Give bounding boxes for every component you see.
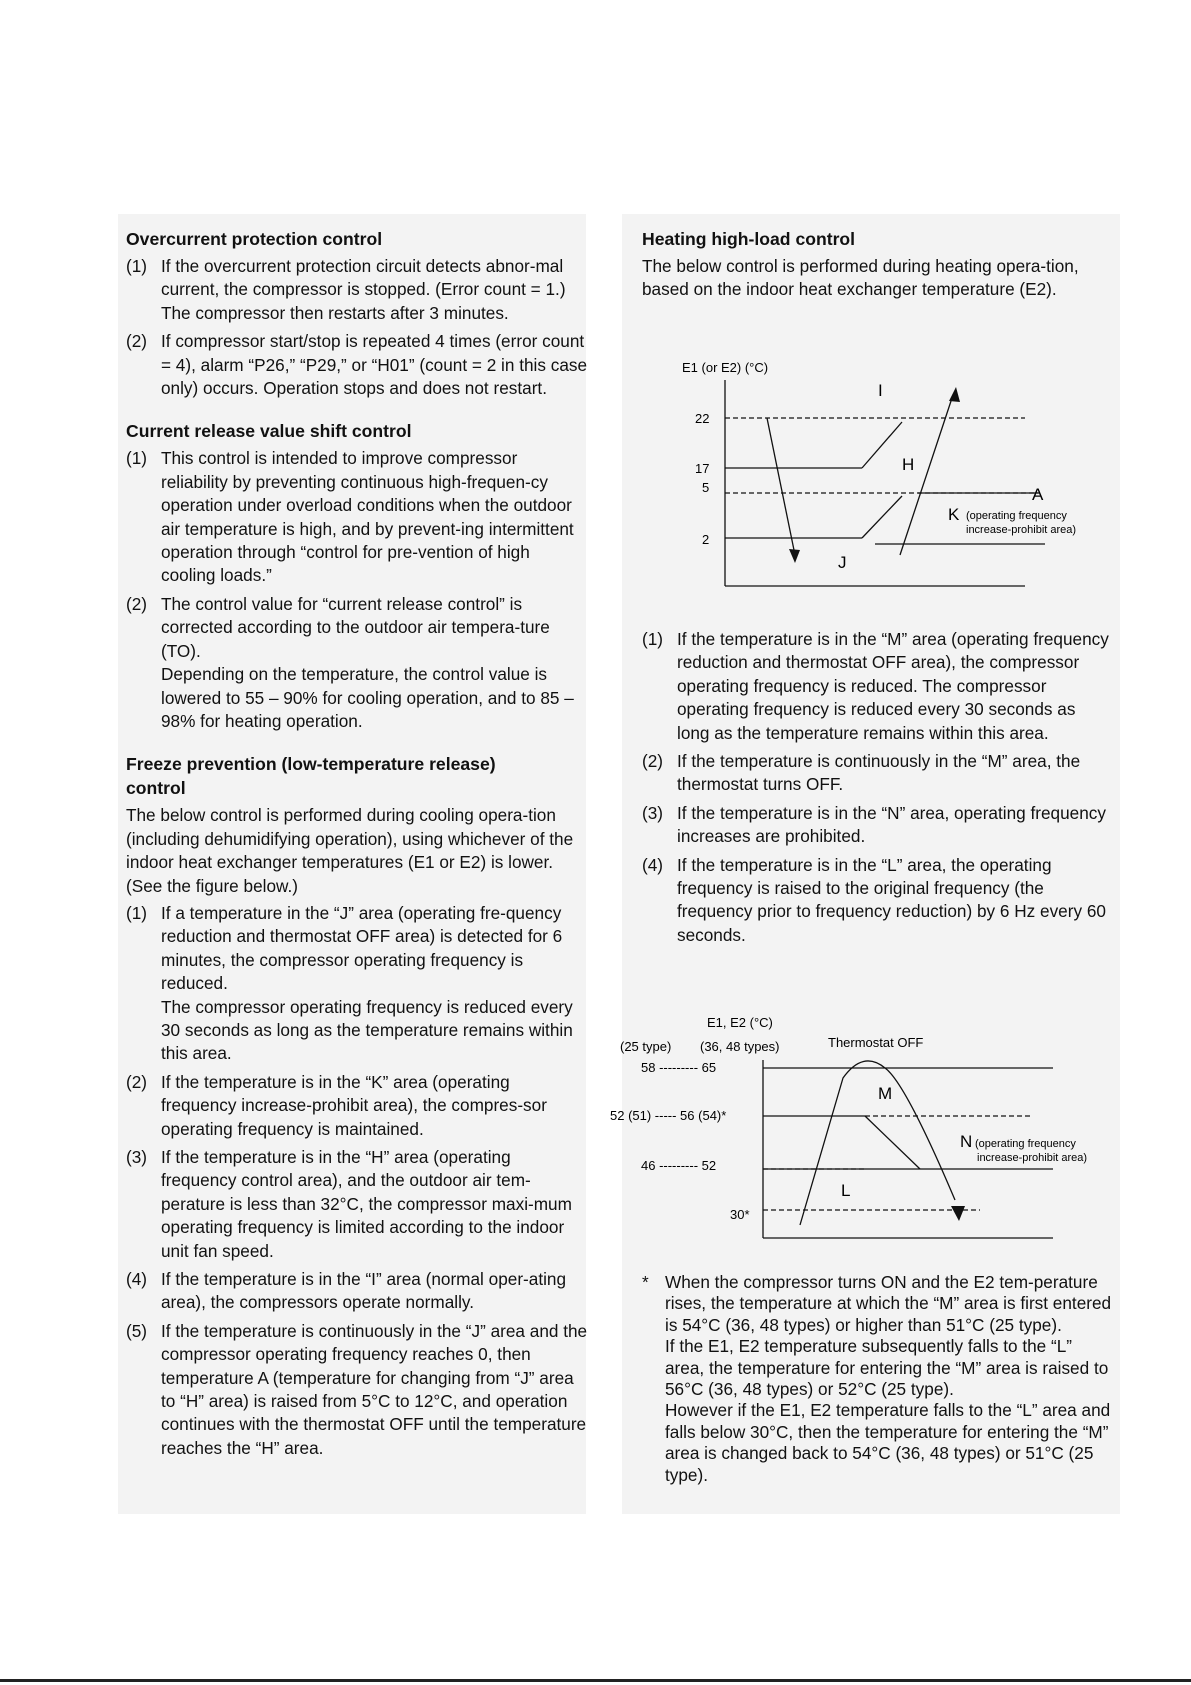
freeze-intro: The below control is performed during cooling opera-tion (including dehumidifying operation), using whichever of the indoor heat exchanger temperatures (E1 or E2) is lower. (See the figure below.) (126, 805, 574, 896)
footnote (642, 1272, 1112, 1491)
area-J-label: J (838, 553, 847, 572)
list-item: (1) If the temperature is in the “M” area (operating frequency reduction and thermostat OFF area), the compressor operating frequency is reduced. The compressor operating frequency is reduced every 30 seconds as long as the temperature remains within this area. (642, 629, 1109, 743)
list-item: (3) If the temperature is in the “N” area, operating frequency increases are prohibited. (642, 802, 1106, 847)
heating-intro: The below control is performed during heating opera-tion, based on the indoor heat exchanger temperature (E2). (642, 256, 1079, 300)
right-column-items (642, 628, 1112, 952)
list-item: (2) The control value for “current release control” is corrected according to the outdoor air tempera-ture (TO). Depending on the temperature, the control value is lowered to 55 – 90% for cooling operation, and to 85 – 98% for heating operation. (126, 593, 574, 731)
area-N-label: N (960, 1132, 973, 1151)
right-column-top (642, 227, 1112, 306)
col-3648-type: (36, 48 types) (700, 1039, 780, 1054)
area-L-label: L (841, 1181, 851, 1200)
list-item: (2) If the temperature is in the “K” area (operating frequency increase-prohibit area), the compres-sor operating frequency is maintained. (126, 1071, 547, 1139)
k-note-2: increase-prohibit area) (966, 524, 1077, 536)
tick-2: 2 (702, 532, 710, 547)
row-58-65: 58 --------- 65 (641, 1060, 717, 1075)
heating-heading: Heating high-load control (642, 229, 856, 249)
line-A-label: A (1032, 485, 1044, 504)
tick-17: 17 (695, 461, 710, 476)
left-column (126, 227, 588, 1465)
row-46-52: 46 --------- 52 (641, 1158, 717, 1173)
freeze-heading: Freeze prevention (low-temperature release) control (126, 754, 496, 799)
list-item: (2) If the temperature is continuously in the “M” area, the thermostat turns OFF. (642, 751, 1081, 795)
list-item: (3) If the temperature is in the “H” area (operating frequency control area), and the outdoor air tem-perature is less than 32°C, the compressor maxi-mum operating frequency is limited according to the indoor unit fan speed. (126, 1147, 572, 1261)
row-30: 30* (730, 1207, 750, 1222)
area-I-label: I (878, 381, 883, 400)
current-release-heading: Current release value shift control (126, 421, 412, 442)
diagram2-ylabel: E1, E2 (°C) (707, 1015, 773, 1030)
area-H-label: H (902, 455, 915, 474)
k-note-1: (operating frequency (966, 510, 1067, 522)
list-item: (1) If the overcurrent protection circuit detects abnor-mal current, the compressor is stopped. (Error count = 1.) The compressor then restarts after 3 minutes. (126, 256, 566, 323)
thermostat-off-label: Thermostat OFF (828, 1035, 924, 1050)
list-item: (2) If compressor start/stop is repeated 4 times (error count = 4), alarm “P26,” “P29,” or “H01” (count = 2 in this case only) occurs. Operation stops and does not restart. (126, 331, 588, 399)
list-item: (5) If the temperature is continuously in the “J” area and the compressor operating frequency reaches 0, then temperature A (temperature for changing from “J” area to “H” area) is raised from 5°C to 12°C, and operation continues with the thermostat OFF until the temperature reaches the “H” area. (126, 1320, 588, 1458)
area-K-label: K (948, 505, 960, 524)
list-item: (1) This control is intended to improve compressor reliability by preventing continuous high-frequen-cy operation under overload conditions when the outdoor air temperature is high, and by prevent-ing intermittent operation through “control for pre-vention of high cooling loads.” (126, 448, 574, 586)
list-item: (1) If a temperature in the “J” area (operating fre-quency reduction and thermostat OFF area) is detected for 6 minutes, the compressor operating frequency is reduced. The compressor operating frequency is reduced every 30 seconds as long as the temperature remains within this area. (126, 902, 573, 1064)
row-52-56: 52 (51) ----- 56 (54)* (610, 1108, 727, 1123)
list-item: (4) If the temperature is in the “L” area, the operating frequency is raised to the original frequency (the frequency prior to frequency reduction) by 6 Hz every 60 seconds. (642, 854, 1106, 945)
bottom-rule (0, 1679, 1191, 1682)
footnote-item: * When the compressor turns ON and the E2 tem-perature rises, the temperature at which the “M” area is first entered is 54°C (36, 48 types) or higher than 51°C (25 type). If the E1, E2 temperature subsequently falls to the “L” area, the temperature for entering the “M” area is raised to 56°C (36, 48 types) or 52°C (25 type). However if the E1, E2 temperature falls to the “L” area and falls below 30°C, then the temperature for entering the “M” area is changed back to 54°C (36, 48 types) or 51°C (25 type). (642, 1272, 1112, 1485)
col-25-type: (25 type) (620, 1039, 672, 1054)
freeze-diagram (660, 350, 1120, 600)
diagram1-ylabel: E1 (or E2) (°C) (682, 360, 769, 375)
n-note-2: increase-prohibit area) (977, 1152, 1088, 1164)
heating-diagram (605, 1010, 1125, 1250)
n-note-1: (operating frequency (975, 1138, 1076, 1150)
tick-22: 22 (695, 411, 710, 426)
list-item: (4) If the temperature is in the “I” area (normal oper-ating area), the compressors operate normally. (126, 1269, 567, 1313)
overcurrent-heading: Overcurrent protection control (126, 229, 383, 249)
tick-5: 5 (702, 480, 710, 495)
area-M-label: M (878, 1084, 893, 1103)
